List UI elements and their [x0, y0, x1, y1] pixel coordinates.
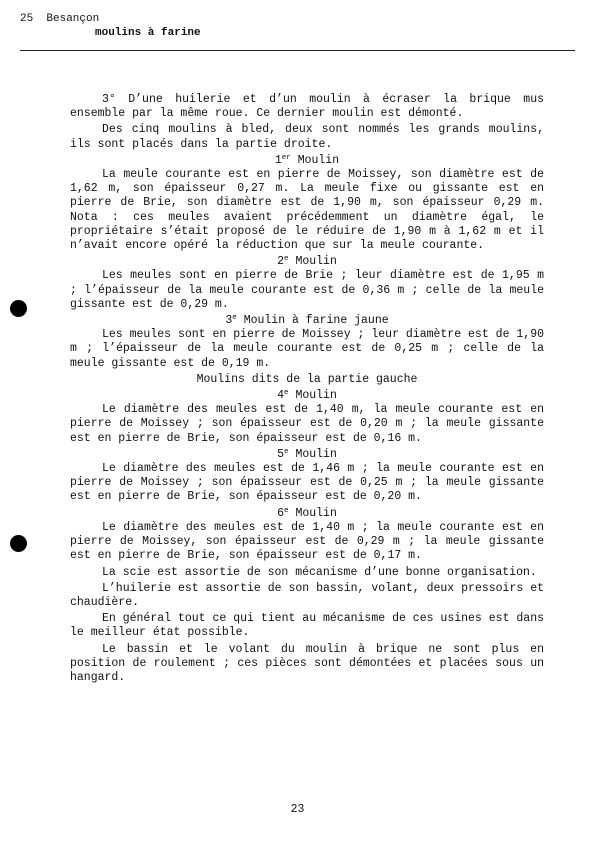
section-heading	[70, 373, 544, 387]
body-paragraph: Le diamètre des meules est de 1,46 m ; la meule courante est en pierre de Moissey ; son épaisseur est de 0,25 m ; la meule gissante est en pierre de Brie, son épaisseur est de 0,20 m.	[70, 462, 544, 504]
body-paragraph: Les meules sont en pierre de Brie ; leur diamètre est de 1,95 m ; l’épaisseur de la meule courante est de 0,36 m ; celle de la meule gissante est de 0,29 m.	[70, 269, 544, 311]
section-heading	[70, 314, 544, 328]
section-heading	[70, 255, 544, 269]
heading-ordinal-suffix: e	[284, 447, 289, 456]
body-paragraph: La scie est assortie de son mécanisme d’une bonne organisation.	[102, 565, 537, 579]
section-heading	[70, 507, 544, 521]
body-paragraph: Les meules sont en pierre de Moissey ; leur diamètre est de 1,90 m ; l’épaisseur de la meule courante est de 0,25 m ; celle de la meule gissante est de 0,19 m.	[70, 328, 544, 370]
body-paragraph: L’huilerie est assortie de son bassin, volant, deux pressoirs et chaudière.	[70, 581, 544, 609]
heading-number: 3	[225, 314, 233, 328]
section-heading	[70, 448, 544, 462]
heading-text: Moulin	[288, 389, 337, 403]
punch-hole-top	[10, 300, 27, 317]
heading-ordinal-suffix: e	[284, 255, 289, 264]
heading-text: Moulin	[288, 506, 337, 520]
heading-text: Moulins dits de la partie gauche	[196, 372, 418, 386]
heading-ordinal-suffix: e	[232, 314, 237, 323]
heading-ordinal-suffix: er	[281, 153, 291, 162]
body-paragraph: Le diamètre des meules est de 1,40 m, la meule courante est en pierre de Moissey ; son épaisseur est de 0,20 m ; la meule gissante est en pierre de Brie, son épaisseur est de 0,16 m.	[70, 403, 544, 445]
heading-text: Moulin	[288, 255, 337, 269]
header-subtitle: moulins à farine	[95, 27, 201, 39]
heading-number: 4	[277, 389, 285, 403]
body-paragraph: En général tout ce qui tient au mécanisme de ces usines est dans le meilleur état possible.	[70, 612, 544, 640]
section-heading	[70, 389, 544, 403]
heading-ordinal-suffix: e	[284, 389, 289, 398]
header-section-title: 25 Besançon	[20, 13, 100, 25]
heading-ordinal-suffix: e	[284, 506, 289, 515]
heading-number: 6	[277, 506, 285, 520]
header-rule	[20, 50, 575, 51]
page-number: 23	[290, 803, 305, 816]
heading-number: 5	[277, 447, 285, 461]
body-paragraph: Le diamètre des meules est de 1,40 m ; la meule courante est en pierre de Moissey, son épaisseur est de 0,29 m ; la meule gissante est en pierre de Brie, son épaisseur est de 0,17 m.	[70, 520, 544, 563]
body-paragraph: Des cinq moulins à bled, deux sont nommés les grands moulins, ils sont placés dans la partie droite.	[70, 123, 544, 151]
body-paragraph: Le bassin et le volant du moulin à brique ne sont plus en position de roulement ; ces pièces sont démontées et placées sous un hangard.	[70, 642, 544, 684]
heading-text: Moulin	[288, 447, 337, 461]
heading-text: Moulin à farine jaune	[236, 314, 389, 328]
heading-text: Moulin	[290, 153, 340, 167]
heading-number: 2	[277, 255, 285, 269]
body-paragraph: 3° D’une huilerie et d’un moulin à écraser la brique mus ensemble par la même roue. Ce dernier moulin est démonté.	[70, 93, 544, 121]
section-heading	[70, 154, 544, 168]
body-paragraph: La meule courante est en pierre de Moissey, son diamètre est de 1,62 m, son épaisseur 0,27 m. La meule fixe ou gissante est en pierre de Brie, son diamètre est de 1,90 m, son épaisseur 0,29 m. Nota : ces meules avaient précédemment un diamètre égal, le propriétaire s’était proposé de le réduire de 1,90 m à 1,62 m et il n’avait encore opéré la réduction que sur la meule courante.	[70, 168, 544, 253]
document-body	[70, 93, 544, 687]
heading-number: 1	[274, 153, 282, 167]
punch-hole-bottom	[10, 535, 27, 552]
page-header	[20, 12, 580, 40]
